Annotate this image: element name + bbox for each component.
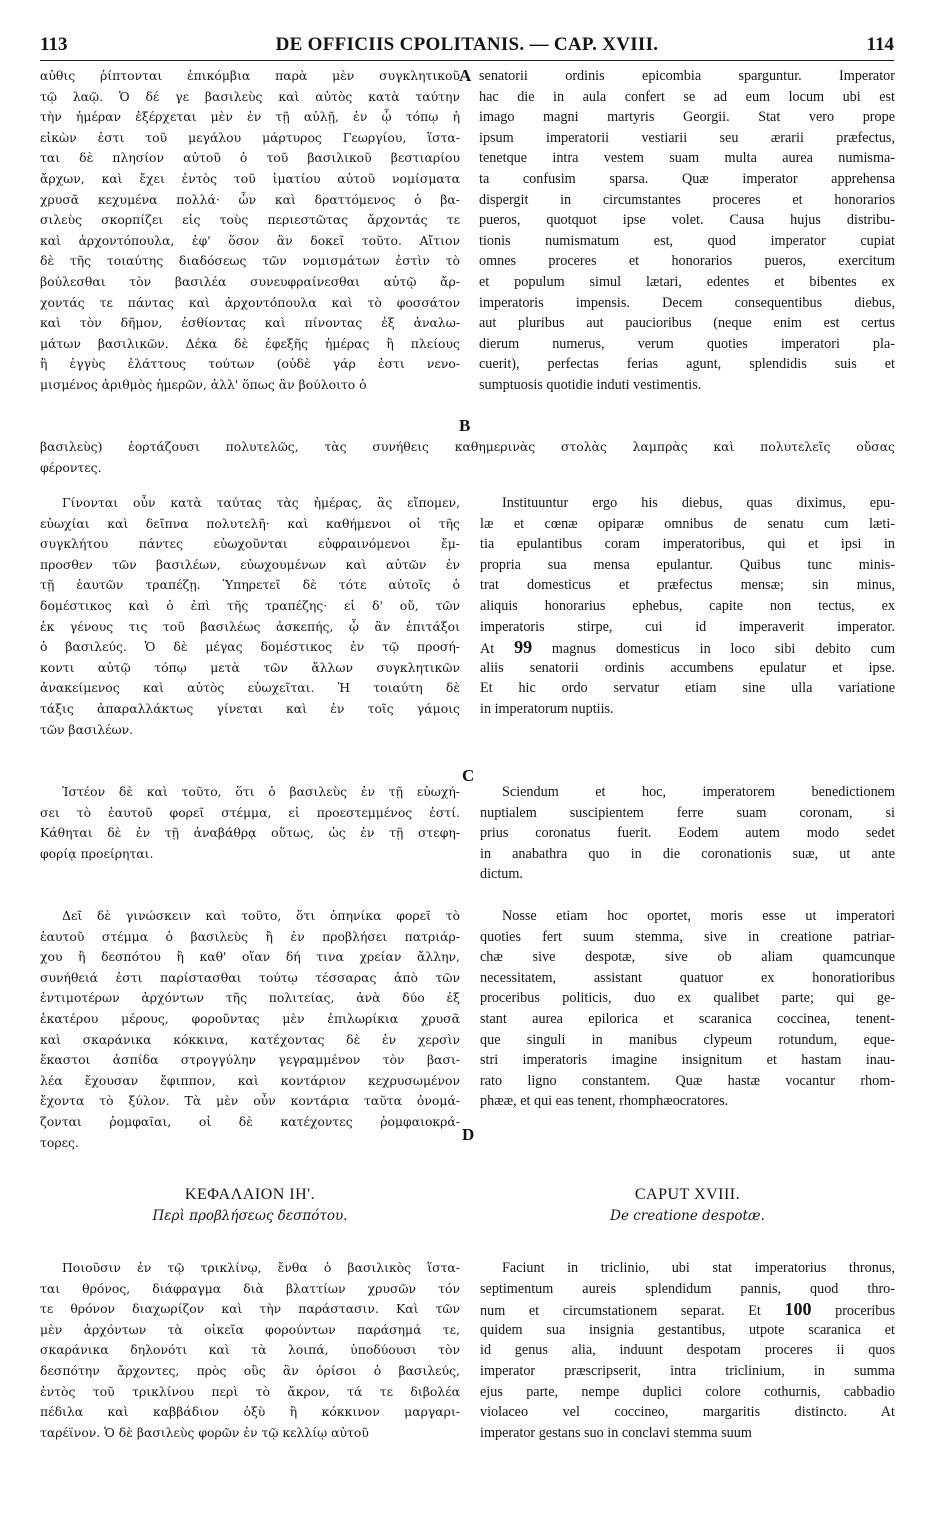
text-line: quoties fert suum stemma, sive in creatione patriar- bbox=[480, 928, 895, 945]
text-line: hac die in aula confert se ad eum locum ubi est bbox=[479, 88, 895, 105]
text-line: in anabathra quo in die coronationis suæ, ut ante bbox=[480, 845, 895, 862]
text-line: τε θρόνον διαχωρίζον καὶ τὴν παράστασιν. Καὶ τῶν bbox=[40, 1301, 460, 1317]
text-line: imperatoris stirpe, cui id imperaverit imperator. bbox=[480, 618, 895, 635]
text-line: εὐωχίαι καὶ δεῖπνα πολυτελῆ· καὶ καθήμενοι οἱ τῆς bbox=[40, 515, 460, 531]
margin-marker-a: A bbox=[459, 66, 472, 85]
text-line: ἢ ἐγγὺς ἐλάττους τούτων (οὐδὲ γάρ ἐστι νενο- bbox=[40, 356, 460, 372]
text-line: rato ligno constantem. Quæ hastæ vocantur rhom- bbox=[480, 1072, 895, 1089]
text-line: proceribus politicis, duo ex qualibet parte; qui ge- bbox=[480, 990, 895, 1007]
text-line: τῷ λαῷ. Ὁ δέ γε βασιλεὺς καὶ αὐτὸς κατὰ ταύτην bbox=[40, 88, 460, 104]
text-line: ipsum imperatorii vestiarii seu ærarii præfectus, bbox=[479, 129, 895, 146]
text-fragment: num et circumstationem separat. Et bbox=[480, 1303, 785, 1320]
text-line: imago magni martyris Georgii. Stat vero prope bbox=[479, 109, 895, 126]
marginal-page-number: 100 bbox=[784, 1299, 812, 1320]
text-line: σκαράνικα δηλονότι καὶ τὰ λοιπά, ὑποδύουσι τὸν bbox=[40, 1342, 460, 1358]
text-line: καὶ σκαράνικα κόκκινα, κατέχοντας δὲ ἐν χερσὶν bbox=[40, 1031, 460, 1047]
text-line: σιλεὺς σκορπίζει εἰς τοὺς περιεστῶτας ἄρχοντάς τε bbox=[40, 212, 460, 228]
text-line: phææ, et qui eas tenent, rhomphæocratores. bbox=[480, 1093, 729, 1110]
text-line: violaceo vel coccineo, margaritis distincto. At bbox=[480, 1404, 895, 1421]
greek-paragraph-guards bbox=[40, 906, 460, 1153]
text-line: ἕκαστοι ἀσπίδα στρογγύλην γεγραμμένον τὸν βασι- bbox=[40, 1052, 460, 1068]
text-line: ἐκ γένους τις τοῦ βασιλέως ἀσκεπής, ᾧ ἂν ἐπιτάξοι bbox=[40, 618, 460, 634]
text-line: ταρέϊνον. Ὁ δὲ βασιλεὺς φορῶν ἐν τῷ κελλίῳ αὐτοῦ bbox=[40, 1424, 369, 1440]
text-line: Κάθηται δὲ ἐν τῇ ἀναβάθρᾳ οὕτως, ὡς ἐν τῇ στεφη- bbox=[40, 825, 460, 841]
text-line: εἰκὼν ἐστι τοῦ μεγάλου μάρτυρος Γεωργίου, ἵστα- bbox=[40, 129, 460, 145]
text-line: μὲν ἀρχόντων τὰ οἰκεῖα φορούντων παράσημά τε, bbox=[40, 1321, 460, 1337]
text-line: imperatoris impensis. Decem consequentibus diebus, bbox=[479, 294, 895, 311]
text-line: tenetque intra vestem suam multa aurea numisma- bbox=[479, 150, 895, 167]
text-line: tia epulantibus coram imperatoribus, qui et ipsi in bbox=[480, 536, 895, 553]
text-line: τὴν ἡμέραν ἐξέρχεται μὲν ἐν τῇ αὐλῇ, ἐν ᾧ τόπῳ ἡ bbox=[40, 109, 460, 125]
text-line: trat domesticus et præfectus mensæ; sin minus, bbox=[480, 577, 895, 594]
greek-chapter-heading bbox=[40, 1186, 460, 1224]
text-line: πέδιλα καὶ καββάδιον ὀξὺ ἢ κόκκινον μαργαρι- bbox=[40, 1404, 460, 1420]
text-line: senatorii ordinis epicombia sparguntur. Imperator bbox=[479, 68, 895, 84]
text-line: συνήθειά ἐστι παρίστασθαι τούτῳ τέσσαρας ἀπὸ τῶν bbox=[40, 969, 460, 985]
text-line: Ποιοῦσιν ἐν τῷ τρικλίνῳ, ἔνθα ὁ βασιλικὸς ἵστα- bbox=[62, 1260, 460, 1275]
text-line: ὁ βασιλεύς. Ὁ δὲ μέγας δομέστικος ἐν τῷ προσή- bbox=[40, 639, 460, 655]
text-line: δομέστικος καὶ ὁ ἐπὶ τῆς τραπέζης· εἰ δ' οὔ, τῶν bbox=[40, 597, 460, 613]
text-line: ἔχοντα τὸ ξύλον. Τὰ μὲν οὖν κοντάρια ταῦτα ὀνομά- bbox=[40, 1093, 460, 1109]
text-line: Sciendum et hoc, imperatorem benedictionem bbox=[502, 784, 895, 800]
text-line: συγκλήτου πάντες εὐωχοῦνται εὐφραινόμενοι ἔμ- bbox=[40, 536, 460, 552]
latin-chapter-heading bbox=[480, 1186, 895, 1224]
text-line: imperator gestans suo in conclavi stemma suum bbox=[480, 1424, 752, 1441]
margin-marker-d: D bbox=[462, 1125, 475, 1144]
text-line: stri imperatoris imagine insignitum et hastam inau- bbox=[480, 1052, 895, 1069]
text-line: φορίᾳ προείρηται. bbox=[40, 845, 154, 861]
text-line: prius coronatus fuerit. Eodem autem modo sedet bbox=[480, 825, 895, 842]
text-line: dierum numerus, verum quoties imperatori pla- bbox=[479, 335, 895, 352]
text-line: tionis numismatum est, quod imperator cupiat bbox=[479, 232, 895, 249]
text-line: τορες. bbox=[40, 1134, 79, 1150]
text-line: τῶν βασιλέων. bbox=[40, 721, 134, 737]
text-line: ejus parte, nempe duplici colore cothurnis, cabbadio bbox=[480, 1383, 895, 1400]
text-line: ται θρόνος, διάφραγμα διὰ βλαττίων χρυσῶν τόν bbox=[40, 1280, 460, 1296]
latin-chapter-title: CAPUT XVIII. bbox=[634, 1186, 741, 1203]
greek-paragraph-feasts bbox=[40, 493, 460, 740]
text-line: βούλεσθαι τὸν βασιλέα συνευφραίνεσθαι αὐτῷ ἄρ- bbox=[40, 273, 460, 289]
text-line: que singuli in manibus clypeum rotundum, eque- bbox=[480, 1031, 895, 1048]
text-line: μισμένος ἀριθμὸς ἡμερῶν, ἀλλ' ὅπως ἂν βούλοιτο ὁ bbox=[40, 376, 367, 392]
text-line: nuptialem suscipientem ferre suam coronam, si bbox=[480, 804, 895, 821]
text-line: dictum. bbox=[480, 866, 523, 883]
text-line: κοντι αὐτῷ τόπῳ μετὰ τῶν ἄλλων συγκλητικῶν bbox=[40, 659, 460, 675]
greek-column-top bbox=[40, 66, 460, 396]
text-line: omnes proceres et honorarios pueros, exercitum bbox=[479, 253, 895, 270]
marginal-page-number: 99 bbox=[514, 637, 533, 658]
margin-marker-c: C bbox=[462, 766, 475, 785]
latin-chapter-subtitle: De creatione despotæ. bbox=[610, 1208, 765, 1224]
text-line: καὶ ἀρχοντόπουλα, ἐφ' ὅσον ἂν δοκεῖ τοῦτο. Αἴτιον bbox=[40, 232, 460, 248]
text-line: δὲ τῆς τοιαύτης διαδόσεως τῶν νομισμάτων ἐστὶν τὸ bbox=[40, 253, 460, 269]
text-line: sumptuosis quotidie induti vestimentis. bbox=[479, 376, 702, 393]
text-line: ἐντιμοτέρων ἀρχόντων τῆς πολιτείας, ἀνὰ δύο ἐξ bbox=[40, 990, 460, 1006]
text-line: septimentum aureis splendidum pannis, quod thro- bbox=[480, 1280, 895, 1297]
text-fragment: proceribus bbox=[811, 1303, 895, 1320]
text-line: ἐντὸς τοῦ τρικλίνου περὶ τὸ ἄκρον, τά τε διβολέα bbox=[40, 1383, 460, 1399]
text-line: aliis senatorii ordinis accumbens epulatur et ipse. bbox=[480, 659, 895, 676]
text-line: τάξις ἀπαραλλάκτως γίνεται καὶ ἐν τοῖς γάμοις bbox=[40, 700, 460, 716]
text-line: ἑκατέρου μέρους, φοροῦντας μὲν ἐπιλωρίκια χρυσᾶ bbox=[40, 1010, 460, 1026]
text-line: ζονται ῥομφαῖαι, οἱ δὲ κατέχοντες ῥομφαιοκρά- bbox=[40, 1113, 460, 1129]
page-number-right: 114 bbox=[866, 34, 894, 55]
text-line: et populum simul lætari, edentes et bibentes ex bbox=[479, 273, 895, 290]
text-line: χου ἢ δεσπότου ἢ καθ' οἵαν δή τινα χρείαν ἄλλην, bbox=[40, 949, 460, 965]
running-title: DE OFFICIIS CPOLITANIS. — CAP. XVIII. bbox=[275, 34, 659, 55]
running-header bbox=[40, 34, 894, 61]
text-line: in imperatorum nuptiis. bbox=[480, 700, 614, 717]
text-line: Nosse etiam hoc oportet, moris esse ut imperatori bbox=[502, 908, 895, 924]
text-line: aliquis honorarius ephebus, capite non tectus, ex bbox=[480, 597, 895, 614]
text-fragment: At bbox=[480, 641, 515, 658]
text-line: μάτων βασιλικῶν. Δέκα δὲ ἐφεξῆς ἡμέρας ἢ πλείους bbox=[40, 335, 460, 351]
latin-paragraph-feasts bbox=[480, 493, 895, 720]
text-line: Δεῖ δὲ γινώσκειν καὶ τοῦτο, ὅτι ὁπηνίκα φορεῖ τὸ bbox=[62, 908, 460, 923]
text-line: Instituuntur ergo his diebus, quas diximus, epu- bbox=[502, 495, 895, 511]
latin-column-bottom bbox=[480, 1258, 895, 1443]
greek-chapter-title: ΚΕΦΑΛΑΙΟΝ ΙΗ'. bbox=[184, 1186, 316, 1203]
text-line: Γίνονται οὖν κατὰ ταύτας τὰς ἡμέρας, ἃς εἴπομεν, bbox=[62, 495, 460, 510]
text-line: Faciunt in triclinio, ubi stat imperatorius thronus, bbox=[502, 1260, 895, 1276]
text-line: læ et cœnæ opiparæ omnibus de senatu cum læti- bbox=[480, 515, 895, 532]
text-line: pueros, quotquot ipse volet. Causa hujus distribu- bbox=[479, 212, 895, 229]
greek-chapter-subtitle: Περὶ προβλήσεως δεσπότου. bbox=[152, 1208, 348, 1224]
margin-marker-b: B bbox=[459, 416, 471, 435]
text-line: dispergit in circumstantes proceres et honorarios bbox=[479, 191, 895, 208]
text-line: λέα ἔχουσαν ἔφιππον, καὶ κοντάριον κεχρυσωμένον bbox=[40, 1072, 460, 1088]
text-line: stant aurea epilorica et scaranica coccinea, tenent- bbox=[480, 1010, 895, 1027]
text-line: propria sua mensa epulantur. Quibus tunc minis- bbox=[480, 556, 895, 573]
text-line bbox=[480, 1299, 895, 1320]
text-line: necessitatem, assistant quatuor ex honoratioribus bbox=[480, 969, 895, 986]
text-line: προσθεν τῶν βασιλέων, εὐωχουμένων καὶ αὐτῶν ἐν bbox=[40, 556, 460, 572]
latin-paragraph-guards bbox=[480, 906, 895, 1112]
text-line: cuerit), perfectas ferias agunt, splendidis suis et bbox=[479, 356, 895, 373]
text-line: ἑαυτοῦ στέμμα ὁ βασιλεὺς ἢ ἐν προβλήσει πατριάρ- bbox=[40, 928, 460, 944]
text-line: βασιλεὺς) ἑορτάζουσι πολυτελῶς, τὰς συνήθεις καθημερινὰς στολὰς λαμπρὰς καὶ πολυτελεῖς οὔσας bbox=[40, 439, 895, 454]
text-line: αὐθις ῥίπτονται ἐπικόμβια παρὰ μὲν συγκλητικοῦ bbox=[40, 68, 460, 83]
text-line: φέροντες. bbox=[40, 459, 102, 475]
greek-full-width-lines bbox=[40, 437, 895, 478]
text-line: Et hic ordo servatur etiam sine ulla variatione bbox=[480, 680, 895, 697]
text-line: ἄρχων, καὶ ἔχει ἐντὸς τοῦ ἱματίου αὐτοῦ νομίσματα bbox=[40, 170, 460, 186]
text-line: δεσπότην ἄρχοντες, πρὸς οὓς ἂν ὁρίσοι ὁ βασιλεύς, bbox=[40, 1362, 460, 1378]
text-line: τῇ ἑαυτῶν τραπέζῃ. Ὑπηρετεῖ δὲ τότε αὐτοῖς ὁ bbox=[40, 577, 460, 593]
text-line: aut pluribus aut paucioribus (neque enim est certus bbox=[479, 315, 895, 332]
greek-column-bottom bbox=[40, 1258, 460, 1443]
text-line: χοντάς τε πάντας καὶ ἀρχοντόπουλα καὶ τὸ φοσσάτον bbox=[40, 294, 460, 310]
greek-paragraph-crown bbox=[40, 782, 460, 864]
text-line bbox=[480, 637, 895, 658]
text-line: imperator præscripserit, intra triclinium, in summa bbox=[480, 1362, 895, 1379]
text-line: ἀνακείμενος καὶ αὐτὸς εὐωχεῖται. Ἡ τοιαύτη δὲ bbox=[40, 680, 460, 696]
text-line: καὶ τὸν δῆμον, ἐσθίοντας καὶ πίνοντας ἐξ ἀναλω- bbox=[40, 315, 460, 331]
text-line: quidem sua insignia gestantibus, utpote scaranica et bbox=[480, 1321, 895, 1338]
text-fragment: magnus domesticus in loco sibi debito cum bbox=[532, 641, 895, 658]
text-line: chæ sive despotæ, sive ob aliam quamcunque bbox=[480, 949, 895, 966]
text-line: Ἰστέον δὲ καὶ τοῦτο, ὅτι ὁ βασιλεὺς ἐν τῇ εὐωχή- bbox=[62, 784, 460, 799]
page-number-left: 113 bbox=[40, 34, 68, 55]
latin-paragraph-crown bbox=[480, 782, 895, 885]
text-line: σει τὸ ἑαυτοῦ φορεῖ στέμμα, εἰ προεστεμμένος ἐστί. bbox=[40, 804, 460, 820]
text-line: ται δὲ πλησίον αὐτοῦ ὁ τοῦ βασιλικοῦ βεστιαρίου bbox=[40, 150, 460, 166]
text-line: χρυσᾶ κεχυμένα πολλά· ὧν καὶ δραττόμενος ὁ βα- bbox=[40, 191, 460, 207]
latin-column-top bbox=[479, 66, 895, 396]
text-line: ta confusim sparsa. Quæ imperator apprehensa bbox=[479, 170, 895, 187]
text-line: id genus alia, induunt despotam proceres ii quos bbox=[480, 1342, 895, 1359]
